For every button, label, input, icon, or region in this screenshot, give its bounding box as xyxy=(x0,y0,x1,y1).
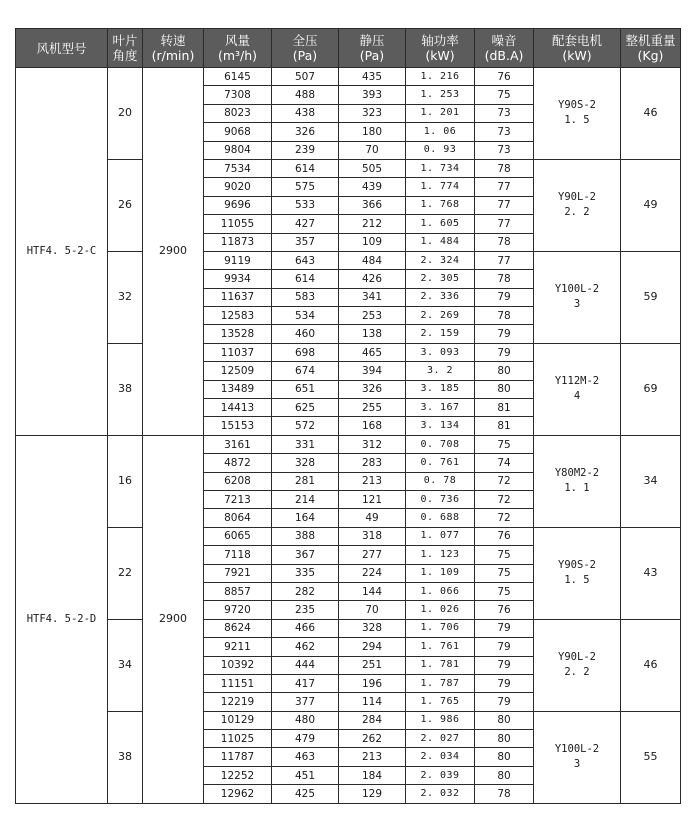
shaft-power-cell: 0. 736 xyxy=(406,490,475,508)
noise-cell: 72 xyxy=(475,490,534,508)
weight-cell: 46 xyxy=(621,619,681,711)
airflow-cell: 11037 xyxy=(204,343,272,361)
noise-cell: 80 xyxy=(475,711,534,729)
motor-model: Y90S-2 xyxy=(558,559,596,572)
airflow-cell: 10392 xyxy=(204,656,272,674)
column-header-noise xyxy=(475,29,534,68)
motor-model: Y112M-2 xyxy=(554,375,600,388)
static-pressure-cell: 121 xyxy=(339,490,406,508)
airflow-cell: 6145 xyxy=(204,68,272,86)
table-header xyxy=(16,29,681,68)
total-pressure-cell: 462 xyxy=(272,638,339,656)
motor-cell xyxy=(534,159,621,251)
airflow-cell: 12252 xyxy=(204,766,272,784)
shaft-power-cell: 2. 159 xyxy=(406,325,475,343)
total-pressure-cell: 463 xyxy=(272,748,339,766)
noise-cell: 78 xyxy=(475,270,534,288)
noise-cell: 80 xyxy=(475,748,534,766)
shaft-power-cell: 2. 324 xyxy=(406,251,475,269)
noise-cell: 79 xyxy=(475,656,534,674)
airflow-cell: 9119 xyxy=(204,251,272,269)
motor-power: 1. 5 xyxy=(564,574,590,587)
shaft-power-cell: 1. 484 xyxy=(406,233,475,251)
blade-angle-cell: 34 xyxy=(108,619,143,711)
airflow-cell: 11055 xyxy=(204,215,272,233)
total-pressure-cell: 480 xyxy=(272,711,339,729)
model-cell: HTF4. 5-2-D xyxy=(16,435,108,803)
column-header-line: 全压 xyxy=(292,33,318,48)
static-pressure-cell: 109 xyxy=(339,233,406,251)
static-pressure-cell: 394 xyxy=(339,362,406,380)
shaft-power-cell: 3. 167 xyxy=(406,399,475,417)
noise-cell: 79 xyxy=(475,638,534,656)
weight-cell: 49 xyxy=(621,159,681,251)
noise-cell: 74 xyxy=(475,454,534,472)
airflow-cell: 9020 xyxy=(204,178,272,196)
shaft-power-cell: 1. 123 xyxy=(406,546,475,564)
column-header-line: 噪音 xyxy=(491,33,517,48)
noise-cell: 78 xyxy=(475,159,534,177)
noise-cell: 77 xyxy=(475,178,534,196)
static-pressure-cell: 49 xyxy=(339,509,406,527)
noise-cell: 79 xyxy=(475,288,534,306)
noise-cell: 79 xyxy=(475,674,534,692)
column-header-line: 转速 xyxy=(160,33,186,48)
total-pressure-cell: 388 xyxy=(272,527,339,545)
column-header-line: (r/min) xyxy=(151,48,195,63)
shaft-power-cell: 3. 093 xyxy=(406,343,475,361)
airflow-cell: 11151 xyxy=(204,674,272,692)
airflow-cell: 13528 xyxy=(204,325,272,343)
total-pressure-cell: 674 xyxy=(272,362,339,380)
airflow-cell: 15153 xyxy=(204,417,272,435)
total-pressure-cell: 575 xyxy=(272,178,339,196)
total-pressure-cell: 651 xyxy=(272,380,339,398)
noise-cell: 73 xyxy=(475,123,534,141)
total-pressure-cell: 479 xyxy=(272,730,339,748)
speed-cell: 2900 xyxy=(143,435,204,803)
airflow-cell: 13489 xyxy=(204,380,272,398)
noise-cell: 80 xyxy=(475,380,534,398)
shaft-power-cell: 1. 077 xyxy=(406,527,475,545)
total-pressure-cell: 417 xyxy=(272,674,339,692)
motor-cell xyxy=(534,343,621,435)
total-pressure-cell: 239 xyxy=(272,141,339,159)
airflow-cell: 7921 xyxy=(204,564,272,582)
static-pressure-cell: 426 xyxy=(339,270,406,288)
speed-cell: 2900 xyxy=(143,68,204,436)
column-header-line: 风量 xyxy=(224,33,250,48)
table-body xyxy=(16,68,681,804)
column-header-speed xyxy=(143,29,204,68)
airflow-cell: 4872 xyxy=(204,454,272,472)
noise-cell: 75 xyxy=(475,86,534,104)
static-pressure-cell: 212 xyxy=(339,215,406,233)
static-pressure-cell: 184 xyxy=(339,766,406,784)
static-pressure-cell: 180 xyxy=(339,123,406,141)
column-header-line: 配套电机 xyxy=(551,33,602,48)
airflow-cell: 9720 xyxy=(204,601,272,619)
column-header-line: (kW) xyxy=(562,48,592,63)
airflow-cell: 11873 xyxy=(204,233,272,251)
shaft-power-cell: 0. 78 xyxy=(406,472,475,490)
motor-power: 1. 1 xyxy=(564,482,590,495)
total-pressure-cell: 488 xyxy=(272,86,339,104)
table-row xyxy=(16,619,681,637)
airflow-cell: 9211 xyxy=(204,638,272,656)
noise-cell: 78 xyxy=(475,785,534,803)
shaft-power-cell: 1. 109 xyxy=(406,564,475,582)
column-header-total-pressure xyxy=(272,29,339,68)
column-header-weight xyxy=(621,29,681,68)
column-header-model xyxy=(16,29,108,68)
total-pressure-cell: 281 xyxy=(272,472,339,490)
motor-power: 2. 2 xyxy=(564,666,590,679)
table-row xyxy=(16,251,681,269)
noise-cell: 78 xyxy=(475,233,534,251)
blade-angle-cell: 32 xyxy=(108,251,143,343)
motor-power: 1. 5 xyxy=(564,114,590,127)
fan-performance-table xyxy=(15,28,681,804)
static-pressure-cell: 144 xyxy=(339,582,406,600)
static-pressure-cell: 294 xyxy=(339,638,406,656)
noise-cell: 76 xyxy=(475,601,534,619)
motor-cell xyxy=(534,527,621,619)
motor-model: Y100L-2 xyxy=(554,743,600,756)
total-pressure-cell: 214 xyxy=(272,490,339,508)
static-pressure-cell: 312 xyxy=(339,435,406,453)
column-header-line: (Pa) xyxy=(292,48,318,63)
column-header-angle xyxy=(108,29,143,68)
static-pressure-cell: 196 xyxy=(339,674,406,692)
blade-angle-cell: 26 xyxy=(108,159,143,251)
noise-cell: 79 xyxy=(475,693,534,711)
airflow-cell: 12583 xyxy=(204,307,272,325)
total-pressure-cell: 466 xyxy=(272,619,339,637)
shaft-power-cell: 0. 93 xyxy=(406,141,475,159)
total-pressure-cell: 377 xyxy=(272,693,339,711)
noise-cell: 78 xyxy=(475,307,534,325)
motor-model: Y90L-2 xyxy=(558,191,596,204)
shaft-power-cell: 3. 2 xyxy=(406,362,475,380)
static-pressure-cell: 393 xyxy=(339,86,406,104)
column-header-motor xyxy=(534,29,621,68)
airflow-cell: 11787 xyxy=(204,748,272,766)
total-pressure-cell: 425 xyxy=(272,785,339,803)
airflow-cell: 6208 xyxy=(204,472,272,490)
static-pressure-cell: 439 xyxy=(339,178,406,196)
total-pressure-cell: 533 xyxy=(272,196,339,214)
shaft-power-cell: 2. 032 xyxy=(406,785,475,803)
noise-cell: 75 xyxy=(475,582,534,600)
total-pressure-cell: 643 xyxy=(272,251,339,269)
static-pressure-cell: 138 xyxy=(339,325,406,343)
motor-model: Y100L-2 xyxy=(554,283,600,296)
shaft-power-cell: 2. 039 xyxy=(406,766,475,784)
column-header-line: 静压 xyxy=(359,33,385,48)
motor-model: Y80M2-2 xyxy=(554,467,600,480)
shaft-power-cell: 1. 253 xyxy=(406,86,475,104)
motor-model: Y90S-2 xyxy=(558,99,596,112)
static-pressure-cell: 366 xyxy=(339,196,406,214)
total-pressure-cell: 614 xyxy=(272,159,339,177)
total-pressure-cell: 164 xyxy=(272,509,339,527)
total-pressure-cell: 625 xyxy=(272,399,339,417)
airflow-cell: 7213 xyxy=(204,490,272,508)
table-row xyxy=(16,711,681,729)
shaft-power-cell: 1. 781 xyxy=(406,656,475,674)
noise-cell: 72 xyxy=(475,472,534,490)
static-pressure-cell: 70 xyxy=(339,601,406,619)
airflow-cell: 7308 xyxy=(204,86,272,104)
column-header-line: (Kg) xyxy=(637,48,664,63)
airflow-cell: 9068 xyxy=(204,123,272,141)
weight-cell: 59 xyxy=(621,251,681,343)
motor-cell xyxy=(534,68,621,160)
column-header-line: 角度 xyxy=(112,48,138,63)
header-row xyxy=(16,29,681,68)
static-pressure-cell: 251 xyxy=(339,656,406,674)
airflow-cell: 3161 xyxy=(204,435,272,453)
noise-cell: 79 xyxy=(475,325,534,343)
shaft-power-cell: 2. 027 xyxy=(406,730,475,748)
noise-cell: 76 xyxy=(475,527,534,545)
static-pressure-cell: 284 xyxy=(339,711,406,729)
airflow-cell: 9934 xyxy=(204,270,272,288)
shaft-power-cell: 1. 706 xyxy=(406,619,475,637)
static-pressure-cell: 213 xyxy=(339,472,406,490)
static-pressure-cell: 277 xyxy=(339,546,406,564)
static-pressure-cell: 224 xyxy=(339,564,406,582)
total-pressure-cell: 282 xyxy=(272,582,339,600)
noise-cell: 80 xyxy=(475,766,534,784)
shaft-power-cell: 0. 761 xyxy=(406,454,475,472)
static-pressure-cell: 70 xyxy=(339,141,406,159)
static-pressure-cell: 341 xyxy=(339,288,406,306)
motor-cell xyxy=(534,711,621,803)
airflow-cell: 12962 xyxy=(204,785,272,803)
shaft-power-cell: 1. 066 xyxy=(406,582,475,600)
total-pressure-cell: 357 xyxy=(272,233,339,251)
static-pressure-cell: 318 xyxy=(339,527,406,545)
total-pressure-cell: 235 xyxy=(272,601,339,619)
table-row xyxy=(16,68,681,86)
column-header-line: (kW) xyxy=(425,48,455,63)
static-pressure-cell: 326 xyxy=(339,380,406,398)
shaft-power-cell: 1. 216 xyxy=(406,68,475,86)
total-pressure-cell: 427 xyxy=(272,215,339,233)
airflow-cell: 7118 xyxy=(204,546,272,564)
airflow-cell: 7534 xyxy=(204,159,272,177)
shaft-power-cell: 1. 026 xyxy=(406,601,475,619)
total-pressure-cell: 614 xyxy=(272,270,339,288)
table-row xyxy=(16,343,681,361)
fan-performance-table-container xyxy=(15,28,681,804)
weight-cell: 69 xyxy=(621,343,681,435)
static-pressure-cell: 262 xyxy=(339,730,406,748)
shaft-power-cell: 2. 034 xyxy=(406,748,475,766)
noise-cell: 77 xyxy=(475,196,534,214)
column-header-line: (m³/h) xyxy=(217,48,258,63)
shaft-power-cell: 1. 734 xyxy=(406,159,475,177)
column-header-line: (Pa) xyxy=(359,48,385,63)
airflow-cell: 10129 xyxy=(204,711,272,729)
noise-cell: 79 xyxy=(475,343,534,361)
noise-cell: 79 xyxy=(475,619,534,637)
airflow-cell: 9696 xyxy=(204,196,272,214)
column-header-line: 风机型号 xyxy=(36,40,87,56)
airflow-cell: 6065 xyxy=(204,527,272,545)
shaft-power-cell: 3. 185 xyxy=(406,380,475,398)
airflow-cell: 11637 xyxy=(204,288,272,306)
noise-cell: 77 xyxy=(475,215,534,233)
airflow-cell: 8857 xyxy=(204,582,272,600)
total-pressure-cell: 444 xyxy=(272,656,339,674)
static-pressure-cell: 328 xyxy=(339,619,406,637)
motor-cell xyxy=(534,251,621,343)
airflow-cell: 14413 xyxy=(204,399,272,417)
noise-cell: 80 xyxy=(475,730,534,748)
airflow-cell: 8064 xyxy=(204,509,272,527)
shaft-power-cell: 1. 787 xyxy=(406,674,475,692)
table-row xyxy=(16,159,681,177)
column-header-line: 整机重量 xyxy=(625,33,676,48)
airflow-cell: 11025 xyxy=(204,730,272,748)
column-header-airflow xyxy=(204,29,272,68)
motor-model: Y90L-2 xyxy=(558,651,596,664)
motor-power: 3 xyxy=(573,758,581,771)
static-pressure-cell: 255 xyxy=(339,399,406,417)
total-pressure-cell: 331 xyxy=(272,435,339,453)
airflow-cell: 9804 xyxy=(204,141,272,159)
shaft-power-cell: 3. 134 xyxy=(406,417,475,435)
table-row xyxy=(16,527,681,545)
static-pressure-cell: 323 xyxy=(339,104,406,122)
noise-cell: 75 xyxy=(475,546,534,564)
noise-cell: 77 xyxy=(475,251,534,269)
airflow-cell: 8624 xyxy=(204,619,272,637)
shaft-power-cell: 0. 708 xyxy=(406,435,475,453)
shaft-power-cell: 1. 774 xyxy=(406,178,475,196)
static-pressure-cell: 253 xyxy=(339,307,406,325)
total-pressure-cell: 534 xyxy=(272,307,339,325)
static-pressure-cell: 484 xyxy=(339,251,406,269)
airflow-cell: 12509 xyxy=(204,362,272,380)
noise-cell: 75 xyxy=(475,564,534,582)
weight-cell: 43 xyxy=(621,527,681,619)
table-row xyxy=(16,435,681,453)
noise-cell: 81 xyxy=(475,399,534,417)
motor-cell xyxy=(534,619,621,711)
shaft-power-cell: 2. 269 xyxy=(406,307,475,325)
noise-cell: 80 xyxy=(475,362,534,380)
total-pressure-cell: 438 xyxy=(272,104,339,122)
noise-cell: 76 xyxy=(475,68,534,86)
shaft-power-cell: 1. 765 xyxy=(406,693,475,711)
blade-angle-cell: 38 xyxy=(108,711,143,803)
total-pressure-cell: 460 xyxy=(272,325,339,343)
noise-cell: 81 xyxy=(475,417,534,435)
shaft-power-cell: 2. 305 xyxy=(406,270,475,288)
shaft-power-cell: 0. 688 xyxy=(406,509,475,527)
column-header-line: 轴功率 xyxy=(421,33,459,48)
motor-cell xyxy=(534,435,621,527)
blade-angle-cell: 20 xyxy=(108,68,143,160)
motor-power: 3 xyxy=(573,298,581,311)
static-pressure-cell: 505 xyxy=(339,159,406,177)
weight-cell: 46 xyxy=(621,68,681,160)
column-header-line: (dB.A) xyxy=(484,48,524,63)
column-header-line: 叶片 xyxy=(112,33,138,48)
airflow-cell: 8023 xyxy=(204,104,272,122)
static-pressure-cell: 129 xyxy=(339,785,406,803)
shaft-power-cell: 1. 201 xyxy=(406,104,475,122)
static-pressure-cell: 168 xyxy=(339,417,406,435)
total-pressure-cell: 328 xyxy=(272,454,339,472)
static-pressure-cell: 465 xyxy=(339,343,406,361)
total-pressure-cell: 572 xyxy=(272,417,339,435)
weight-cell: 55 xyxy=(621,711,681,803)
static-pressure-cell: 283 xyxy=(339,454,406,472)
noise-cell: 75 xyxy=(475,435,534,453)
static-pressure-cell: 435 xyxy=(339,68,406,86)
shaft-power-cell: 1. 06 xyxy=(406,123,475,141)
column-header-static-pressure xyxy=(339,29,406,68)
motor-power: 4 xyxy=(573,390,581,403)
noise-cell: 73 xyxy=(475,141,534,159)
model-cell: HTF4. 5-2-C xyxy=(16,68,108,436)
shaft-power-cell: 2. 336 xyxy=(406,288,475,306)
airflow-cell: 12219 xyxy=(204,693,272,711)
total-pressure-cell: 583 xyxy=(272,288,339,306)
shaft-power-cell: 1. 768 xyxy=(406,196,475,214)
blade-angle-cell: 22 xyxy=(108,527,143,619)
static-pressure-cell: 213 xyxy=(339,748,406,766)
shaft-power-cell: 1. 605 xyxy=(406,215,475,233)
blade-angle-cell: 16 xyxy=(108,435,143,527)
column-header-shaft-power xyxy=(406,29,475,68)
total-pressure-cell: 367 xyxy=(272,546,339,564)
shaft-power-cell: 1. 986 xyxy=(406,711,475,729)
shaft-power-cell: 1. 761 xyxy=(406,638,475,656)
static-pressure-cell: 114 xyxy=(339,693,406,711)
noise-cell: 72 xyxy=(475,509,534,527)
total-pressure-cell: 326 xyxy=(272,123,339,141)
total-pressure-cell: 451 xyxy=(272,766,339,784)
weight-cell: 34 xyxy=(621,435,681,527)
total-pressure-cell: 698 xyxy=(272,343,339,361)
total-pressure-cell: 507 xyxy=(272,68,339,86)
motor-power: 2. 2 xyxy=(564,206,590,219)
blade-angle-cell: 38 xyxy=(108,343,143,435)
noise-cell: 73 xyxy=(475,104,534,122)
total-pressure-cell: 335 xyxy=(272,564,339,582)
